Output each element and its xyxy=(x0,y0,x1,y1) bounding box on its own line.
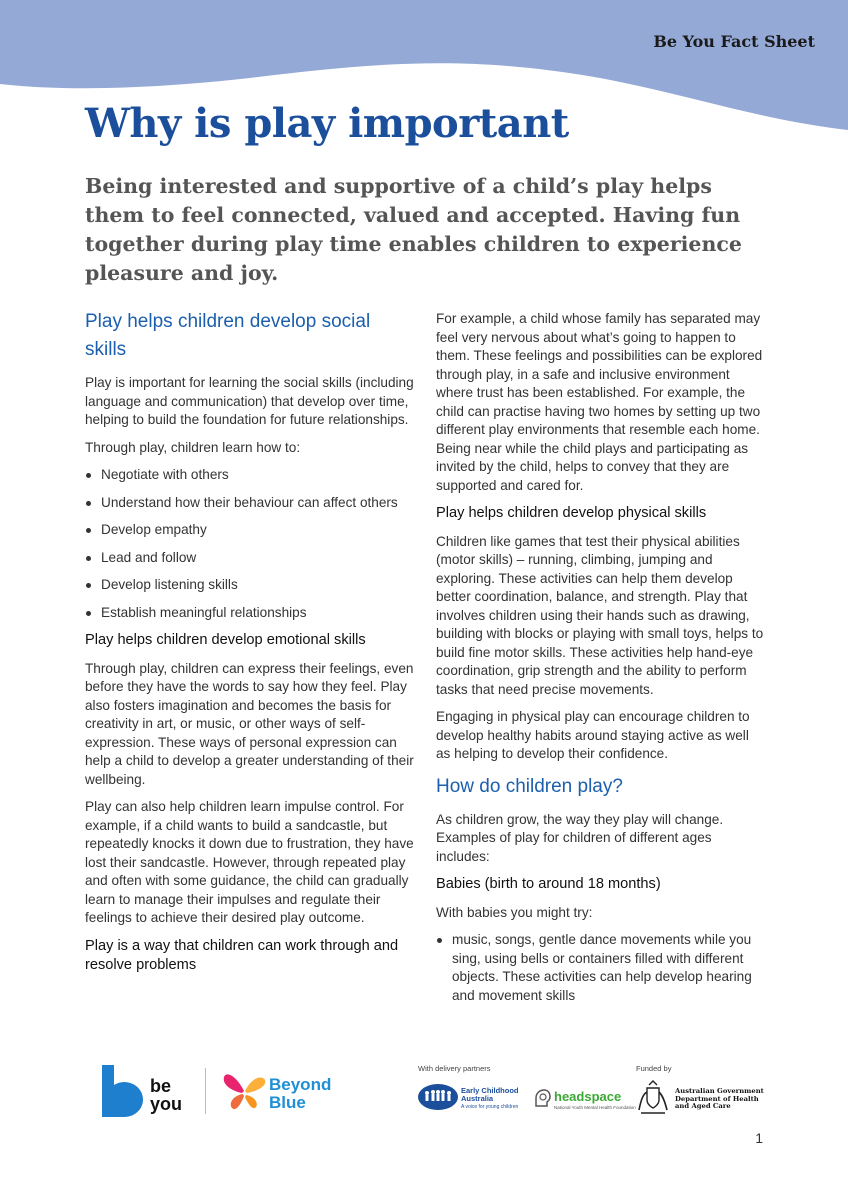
eca-children-icon xyxy=(417,1082,459,1112)
headspace-tagline: National Youth Mental Health Foundation xyxy=(554,1105,636,1110)
page-title: Why is play important xyxy=(85,100,569,147)
social-skills-intro: Through play, children learn how to: xyxy=(85,439,301,455)
be-you-text-you: you xyxy=(150,1094,183,1114)
how-children-play-heading: How do children play? xyxy=(436,775,623,797)
social-skills-heading: Play helps children develop social skills xyxy=(85,311,371,360)
list-item: Lead and follow xyxy=(85,549,415,568)
beyond-blue-text-line2: Blue xyxy=(269,1093,306,1112)
eca-tagline: A voice for young children xyxy=(461,1104,519,1110)
physical-habits-paragraph: Engaging in physical play can encourage children to develop healthy habits around staying active as well as helping to develop their confidence. xyxy=(436,709,750,761)
resolve-problems-heading: Play is a way that children can work through and resolve problems xyxy=(85,937,399,973)
butterfly-icon xyxy=(222,1069,267,1111)
gov-line2: Department of Health xyxy=(675,1094,759,1103)
headspace-name: headspace xyxy=(554,1089,622,1104)
list-item: Develop listening skills xyxy=(85,576,415,595)
beyond-blue-text-line1: Beyond xyxy=(269,1075,332,1094)
be-you-mark-icon xyxy=(100,1065,144,1117)
funded-by-label: Funded by xyxy=(636,1064,672,1073)
social-skills-list xyxy=(85,466,415,622)
impulse-control-paragraph: Play can also help children learn impulse control. For example, if a child wants to build a sandcastle, but repeatedly knocks it down due to frustration, they have lost their sandcastle. However, through repeated play and often with some guidance, the child can gradually learn to manage their impulses and regulate their feelings to achieve their desired play outcome. xyxy=(85,799,414,925)
physical-skills-paragraph: Children like games that test their physical abilities (motor skills) – running, climbing, jumping and exploring. These activities can help them develop better coordination, balance, and strength. Play that involves children using their hands such as drawing, building with blocks or playing with small toys, helps to build fine motor skills. These activities help hand-eye coordination, grip strength and the ability to perform tasks that need precise movements. xyxy=(436,533,764,697)
logo-divider xyxy=(205,1068,206,1114)
delivery-partners-label: With delivery partners xyxy=(418,1064,491,1073)
early-childhood-australia-logo xyxy=(417,1082,522,1116)
left-column xyxy=(85,308,415,985)
be-you-logo xyxy=(100,1065,195,1117)
babies-list xyxy=(436,931,766,1005)
list-item: Negotiate with others xyxy=(85,466,415,485)
list-item: music, songs, gentle dance movements while you sing, using bells or containers filled with different objects. These activities can help develop hearing and movement skills xyxy=(436,931,766,1005)
australian-government-logo xyxy=(635,1080,764,1120)
resolve-problems-paragraph: For example, a child whose family has separated may feel very nervous about what’s going to happen to them. These feelings and possibilities can be explored through play, in a safe and inclusive environment where trust has been established. For example, the child can practise having two homes by setting up two different play environments that resemble each home. Being near while the child plays and participating as invited by the child, helps to convey that they are supported and cared for. xyxy=(436,311,763,493)
beyond-blue-logo xyxy=(222,1067,352,1117)
page-number: 1 xyxy=(755,1130,763,1146)
right-column xyxy=(436,310,766,1014)
list-item: Understand how their behaviour can affect others xyxy=(85,494,415,513)
headspace-logo xyxy=(532,1088,636,1114)
how-children-play-paragraph: As children grow, the way they play will change. Examples of play for children of different ages includes: xyxy=(436,811,724,864)
emotional-skills-heading: Play helps children develop emotional skills xyxy=(85,632,366,648)
physical-skills-heading: Play helps children develop physical skills xyxy=(436,505,707,521)
footer-logos xyxy=(0,1055,848,1135)
eca-name-line1: Early Childhood xyxy=(461,1086,519,1095)
gov-line3: and Aged Care xyxy=(675,1102,731,1110)
be-you-text-be: be xyxy=(150,1076,172,1096)
coat-of-arms-icon xyxy=(635,1080,671,1116)
eca-name-line2: Australia xyxy=(461,1094,494,1103)
social-skills-paragraph: Play is important for learning the social skills (including language and communication) that develop over time, helping to build the foundation for future relationships. xyxy=(85,375,414,427)
list-item: Establish meaningful relationships xyxy=(85,604,415,623)
intro-paragraph: Being interested and supportive of a child’s play helps them to feel connected, valued and accepted. Having fun together during play time enables children to experience pleasure and joy. xyxy=(85,174,742,285)
headspace-head-icon xyxy=(532,1088,552,1108)
babies-heading: Babies (birth to around 18 months) xyxy=(436,876,661,892)
emotional-skills-paragraph: Through play, children can express their feelings, even before they have the words to say how they feel. Play also fosters imagination and becomes the basis for creativity in art, or music, or other ways of self-expression. These ways of personal expression can help a child to develop a greater understanding of their wellbeing. xyxy=(85,660,414,787)
babies-intro: With babies you might try: xyxy=(436,904,593,920)
list-item: Develop empathy xyxy=(85,521,415,540)
gov-line1: Australian Government xyxy=(675,1087,764,1095)
fact-sheet-label: Be You Fact Sheet xyxy=(653,32,815,51)
